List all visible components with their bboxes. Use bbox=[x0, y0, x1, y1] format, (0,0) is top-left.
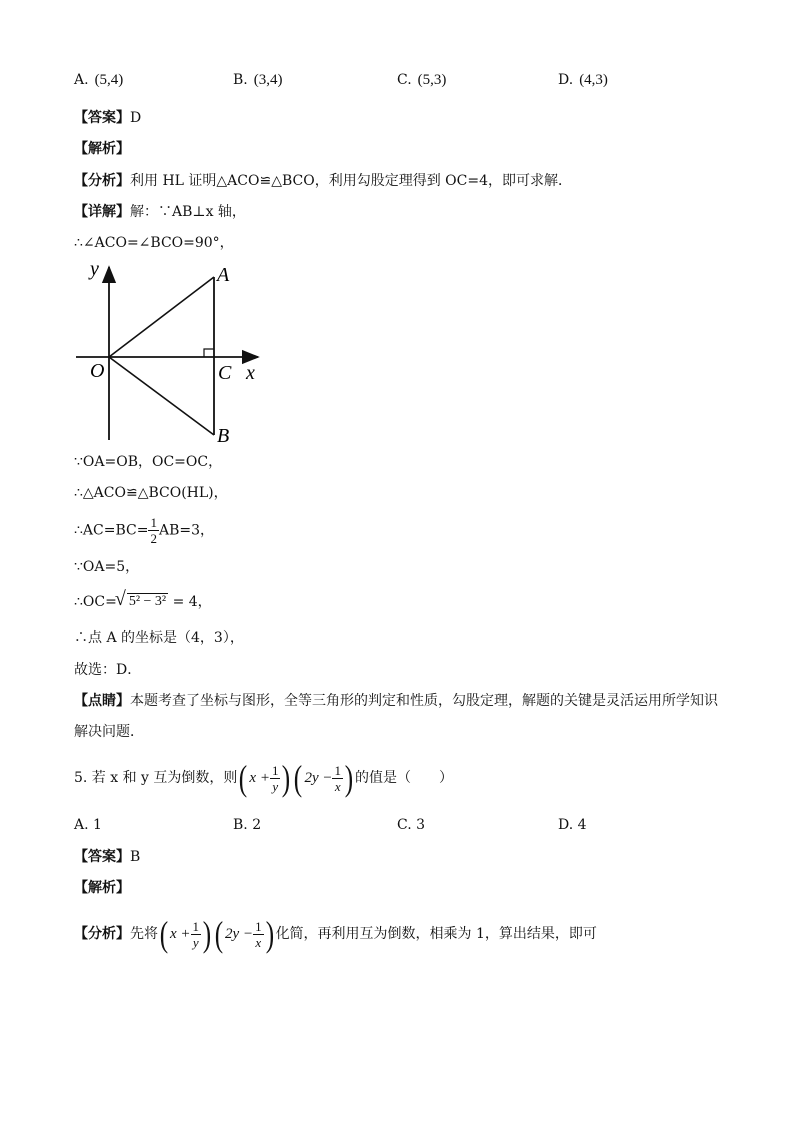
xiangjie-tag: 【详解】 bbox=[74, 204, 130, 220]
step-choose: 故选：D． bbox=[74, 662, 142, 678]
dianjing-line2: 解决问题． bbox=[74, 724, 144, 740]
analysis-heading: 【解析】 bbox=[74, 141, 130, 157]
answer-tag: 【答案】 bbox=[74, 110, 130, 126]
label-a: A bbox=[217, 264, 230, 286]
q5-option-b: B. 2 bbox=[233, 817, 262, 833]
step-oa-ob: ∵OA=OB，OC=OC， bbox=[74, 454, 223, 470]
option-c: C. (5,3) bbox=[397, 72, 447, 88]
option-b: B. (3,4) bbox=[233, 72, 283, 88]
option-d-value: (4,3) bbox=[579, 72, 608, 88]
q5-answer-line: 【答案】B bbox=[74, 849, 141, 865]
square-root: √ 5² − 3² bbox=[117, 592, 168, 612]
fenxi-line bbox=[74, 171, 572, 191]
right-angle-mark bbox=[204, 349, 214, 357]
fenxi-fraction-1-over-y: $\frac{1}{y}$ bbox=[192, 918, 200, 950]
step-oa-5: ∵OA=5， bbox=[74, 559, 140, 575]
label-c: C bbox=[218, 362, 232, 384]
q5-option-a: A. 1 bbox=[74, 817, 102, 833]
option-c-value: (5,3) bbox=[417, 72, 447, 88]
dianjing-line1: 【点睛】本题考查了坐标与图形，全等三角形的判定和性质，勾股定理，解题的关键是灵活运用所学知识 bbox=[74, 693, 718, 709]
label-b: B bbox=[217, 425, 230, 447]
step-coordinate: ∴点 A 的坐标是（4，3）， bbox=[74, 630, 244, 646]
fraction-half: $\frac{1}{2}$ bbox=[150, 515, 157, 546]
label-x: x bbox=[246, 362, 255, 384]
xiangjie-line bbox=[74, 202, 246, 222]
fraction-1-over-y: $\frac{1}{y}$ bbox=[271, 762, 279, 794]
option-b-value: (3,4) bbox=[253, 72, 283, 88]
answer-line bbox=[74, 108, 141, 128]
xiangjie-text: 解：∵AB⊥x 轴， bbox=[130, 204, 246, 220]
answer-value: D bbox=[130, 110, 142, 126]
q5-analysis-heading: 【解析】 bbox=[74, 880, 130, 896]
step-ac-bc: ∴AC=BC= $\frac{1}{2}$ AB=3， bbox=[74, 515, 214, 546]
fenxi-text: 利用 HL 证明△ACO≌△BCO，利用勾股定理得到 OC=4，即可求解． bbox=[130, 173, 572, 189]
coordinate-figure bbox=[70, 255, 270, 450]
label-y: y bbox=[90, 258, 99, 280]
question5-stem: 5. 若 x 和 y 互为倒数，则( x + $\frac{1}{y}$ )( 2y − $\frac{1}{x}$ ) 的值是（ ） bbox=[74, 758, 453, 798]
segment-ob bbox=[109, 357, 214, 435]
option-a: A. (5,4) bbox=[74, 72, 124, 88]
q5-option-d: D. 4 bbox=[558, 817, 587, 833]
step-angle: ∴∠ACO=∠BCO=90°， bbox=[74, 235, 234, 251]
option-d: D. (4,3) bbox=[558, 72, 608, 88]
fraction-1-over-x: $\frac{1}{x}$ bbox=[334, 762, 341, 794]
q5-fenxi-line: 【分析】先将( x + $\frac{1}{y}$ ) ( 2y − $\frac{1}{x}$ ) 化简，再利用互为倒数，相乘为 1，算出结果，即可 bbox=[74, 914, 597, 954]
q5-option-c: C. 3 bbox=[397, 817, 426, 833]
option-a-value: (5,4) bbox=[94, 72, 124, 88]
segment-oa bbox=[109, 277, 214, 357]
q5-answer-value: B bbox=[130, 849, 141, 865]
step-congruent: ∴△ACO≌△BCO(HL)， bbox=[74, 485, 228, 501]
fenxi-tag: 【分析】 bbox=[74, 173, 130, 189]
step-oc: ∴OC=√ 5² − 3² = 4， bbox=[74, 592, 212, 612]
fenxi-fraction-1-over-x: $\frac{1}{x}$ bbox=[255, 918, 262, 950]
label-o: O bbox=[90, 360, 105, 382]
